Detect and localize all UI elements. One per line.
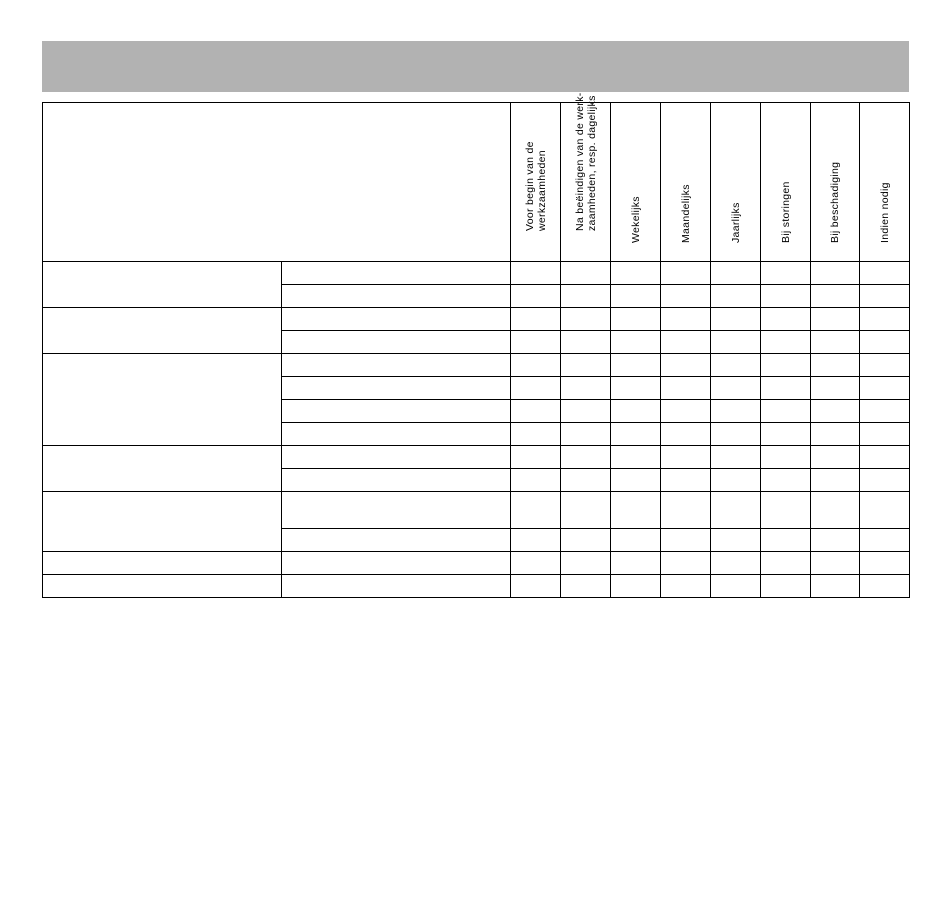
task-cell [282,285,511,308]
maintenance-schedule-table [42,92,910,598]
check-cell [811,285,860,308]
check-cell [611,331,661,354]
check-cell [561,400,611,423]
component-cell [43,262,282,308]
check-cell [761,423,811,446]
check-cell [761,446,811,469]
task-cell [282,400,511,423]
task-cell [282,529,511,552]
check-cell [811,446,860,469]
check-cell [611,529,661,552]
check-cell [561,575,611,598]
column-header-weekly: Wekelijks [611,103,661,262]
check-cell [561,492,611,529]
check-cell [811,552,860,575]
check-cell [611,400,661,423]
check-cell [661,285,711,308]
check-cell [711,529,761,552]
check-cell [561,285,611,308]
check-cell [711,492,761,529]
check-cell [661,354,711,377]
check-cell [811,423,860,446]
check-cell [811,469,860,492]
component-cell [43,552,282,575]
check-cell [511,552,561,575]
check-cell [761,377,811,400]
check-cell [511,529,561,552]
check-cell [611,308,661,331]
check-cell [761,492,811,529]
task-cell [282,446,511,469]
check-cell [611,377,661,400]
check-cell [860,262,910,285]
check-cell [561,423,611,446]
check-cell [611,262,661,285]
check-cell [661,262,711,285]
check-cell [611,552,661,575]
check-cell [711,552,761,575]
table-row [43,492,910,529]
check-cell [711,423,761,446]
check-cell [511,400,561,423]
check-cell [860,575,910,598]
check-cell [511,492,561,529]
check-cell [761,400,811,423]
check-cell [761,552,811,575]
task-cell [282,492,511,529]
check-cell [511,469,561,492]
check-cell [561,262,611,285]
check-cell [511,308,561,331]
check-cell [511,423,561,446]
check-cell [661,469,711,492]
check-cell [511,285,561,308]
column-header-yearly: Jaarlijks [711,103,761,262]
check-cell [661,400,711,423]
check-cell [611,285,661,308]
check-cell [811,354,860,377]
check-cell [711,262,761,285]
check-cell [811,262,860,285]
check-cell [860,285,910,308]
check-cell [661,308,711,331]
check-cell [860,354,910,377]
check-cell [661,575,711,598]
column-header-damage: Bij beschadiging [811,103,860,262]
check-cell [661,529,711,552]
check-cell [711,377,761,400]
check-cell [860,400,910,423]
check-cell [661,331,711,354]
check-cell [860,446,910,469]
column-header-as-needed: Indien nodig [860,103,910,262]
check-cell [761,575,811,598]
table-row [43,308,910,331]
check-cell [511,377,561,400]
check-cell [561,354,611,377]
header-blank-cell [43,103,511,262]
table-row [43,446,910,469]
task-cell [282,308,511,331]
task-cell [282,262,511,285]
check-cell [511,354,561,377]
check-cell [860,492,910,529]
check-cell [611,354,661,377]
component-cell [43,354,282,446]
check-cell [761,308,811,331]
check-cell [860,529,910,552]
check-cell [661,377,711,400]
task-cell [282,354,511,377]
check-cell [761,331,811,354]
table-row [43,262,910,285]
check-cell [811,308,860,331]
check-cell [711,469,761,492]
header-row [43,103,910,262]
column-header-malfunctions: Bij storingen [761,103,811,262]
check-cell [661,446,711,469]
check-cell [561,469,611,492]
check-cell [561,331,611,354]
check-cell [761,469,811,492]
check-cell [561,446,611,469]
check-cell [611,446,661,469]
table-row [43,575,910,598]
check-cell [811,377,860,400]
check-cell [561,529,611,552]
check-cell [711,400,761,423]
check-cell [711,575,761,598]
check-cell [711,308,761,331]
check-cell [811,575,860,598]
check-cell [860,469,910,492]
component-cell [43,575,282,598]
check-cell [611,469,661,492]
table-row [43,354,910,377]
check-cell [711,331,761,354]
check-cell [860,377,910,400]
title-bar [42,41,909,92]
check-cell [661,552,711,575]
check-cell [561,308,611,331]
task-cell [282,331,511,354]
component-cell [43,492,282,552]
check-cell [711,446,761,469]
column-header-after-work: Na beëindigen van de werk- zaamheden, resp. dagelijks [561,103,611,262]
check-cell [761,285,811,308]
check-cell [561,377,611,400]
column-header-monthly: Maandelijks [661,103,711,262]
check-cell [811,529,860,552]
check-cell [511,331,561,354]
check-cell [611,575,661,598]
task-cell [282,423,511,446]
check-cell [711,285,761,308]
check-cell [860,423,910,446]
check-cell [811,400,860,423]
task-cell [282,377,511,400]
check-cell [511,262,561,285]
check-cell [761,529,811,552]
check-cell [611,423,661,446]
check-cell [811,331,860,354]
check-cell [761,354,811,377]
check-cell [611,492,661,529]
task-cell [282,552,511,575]
check-cell [511,446,561,469]
check-cell [661,492,711,529]
check-cell [860,331,910,354]
task-cell [282,575,511,598]
check-cell [561,552,611,575]
table-row [43,552,910,575]
component-cell [43,308,282,354]
component-cell [43,446,282,492]
column-header-before-work: Voor begin van de werkzaamheden [511,103,561,262]
check-cell [811,492,860,529]
check-cell [661,423,711,446]
check-cell [860,308,910,331]
check-cell [511,575,561,598]
task-cell [282,469,511,492]
check-cell [711,354,761,377]
check-cell [761,262,811,285]
check-cell [860,552,910,575]
